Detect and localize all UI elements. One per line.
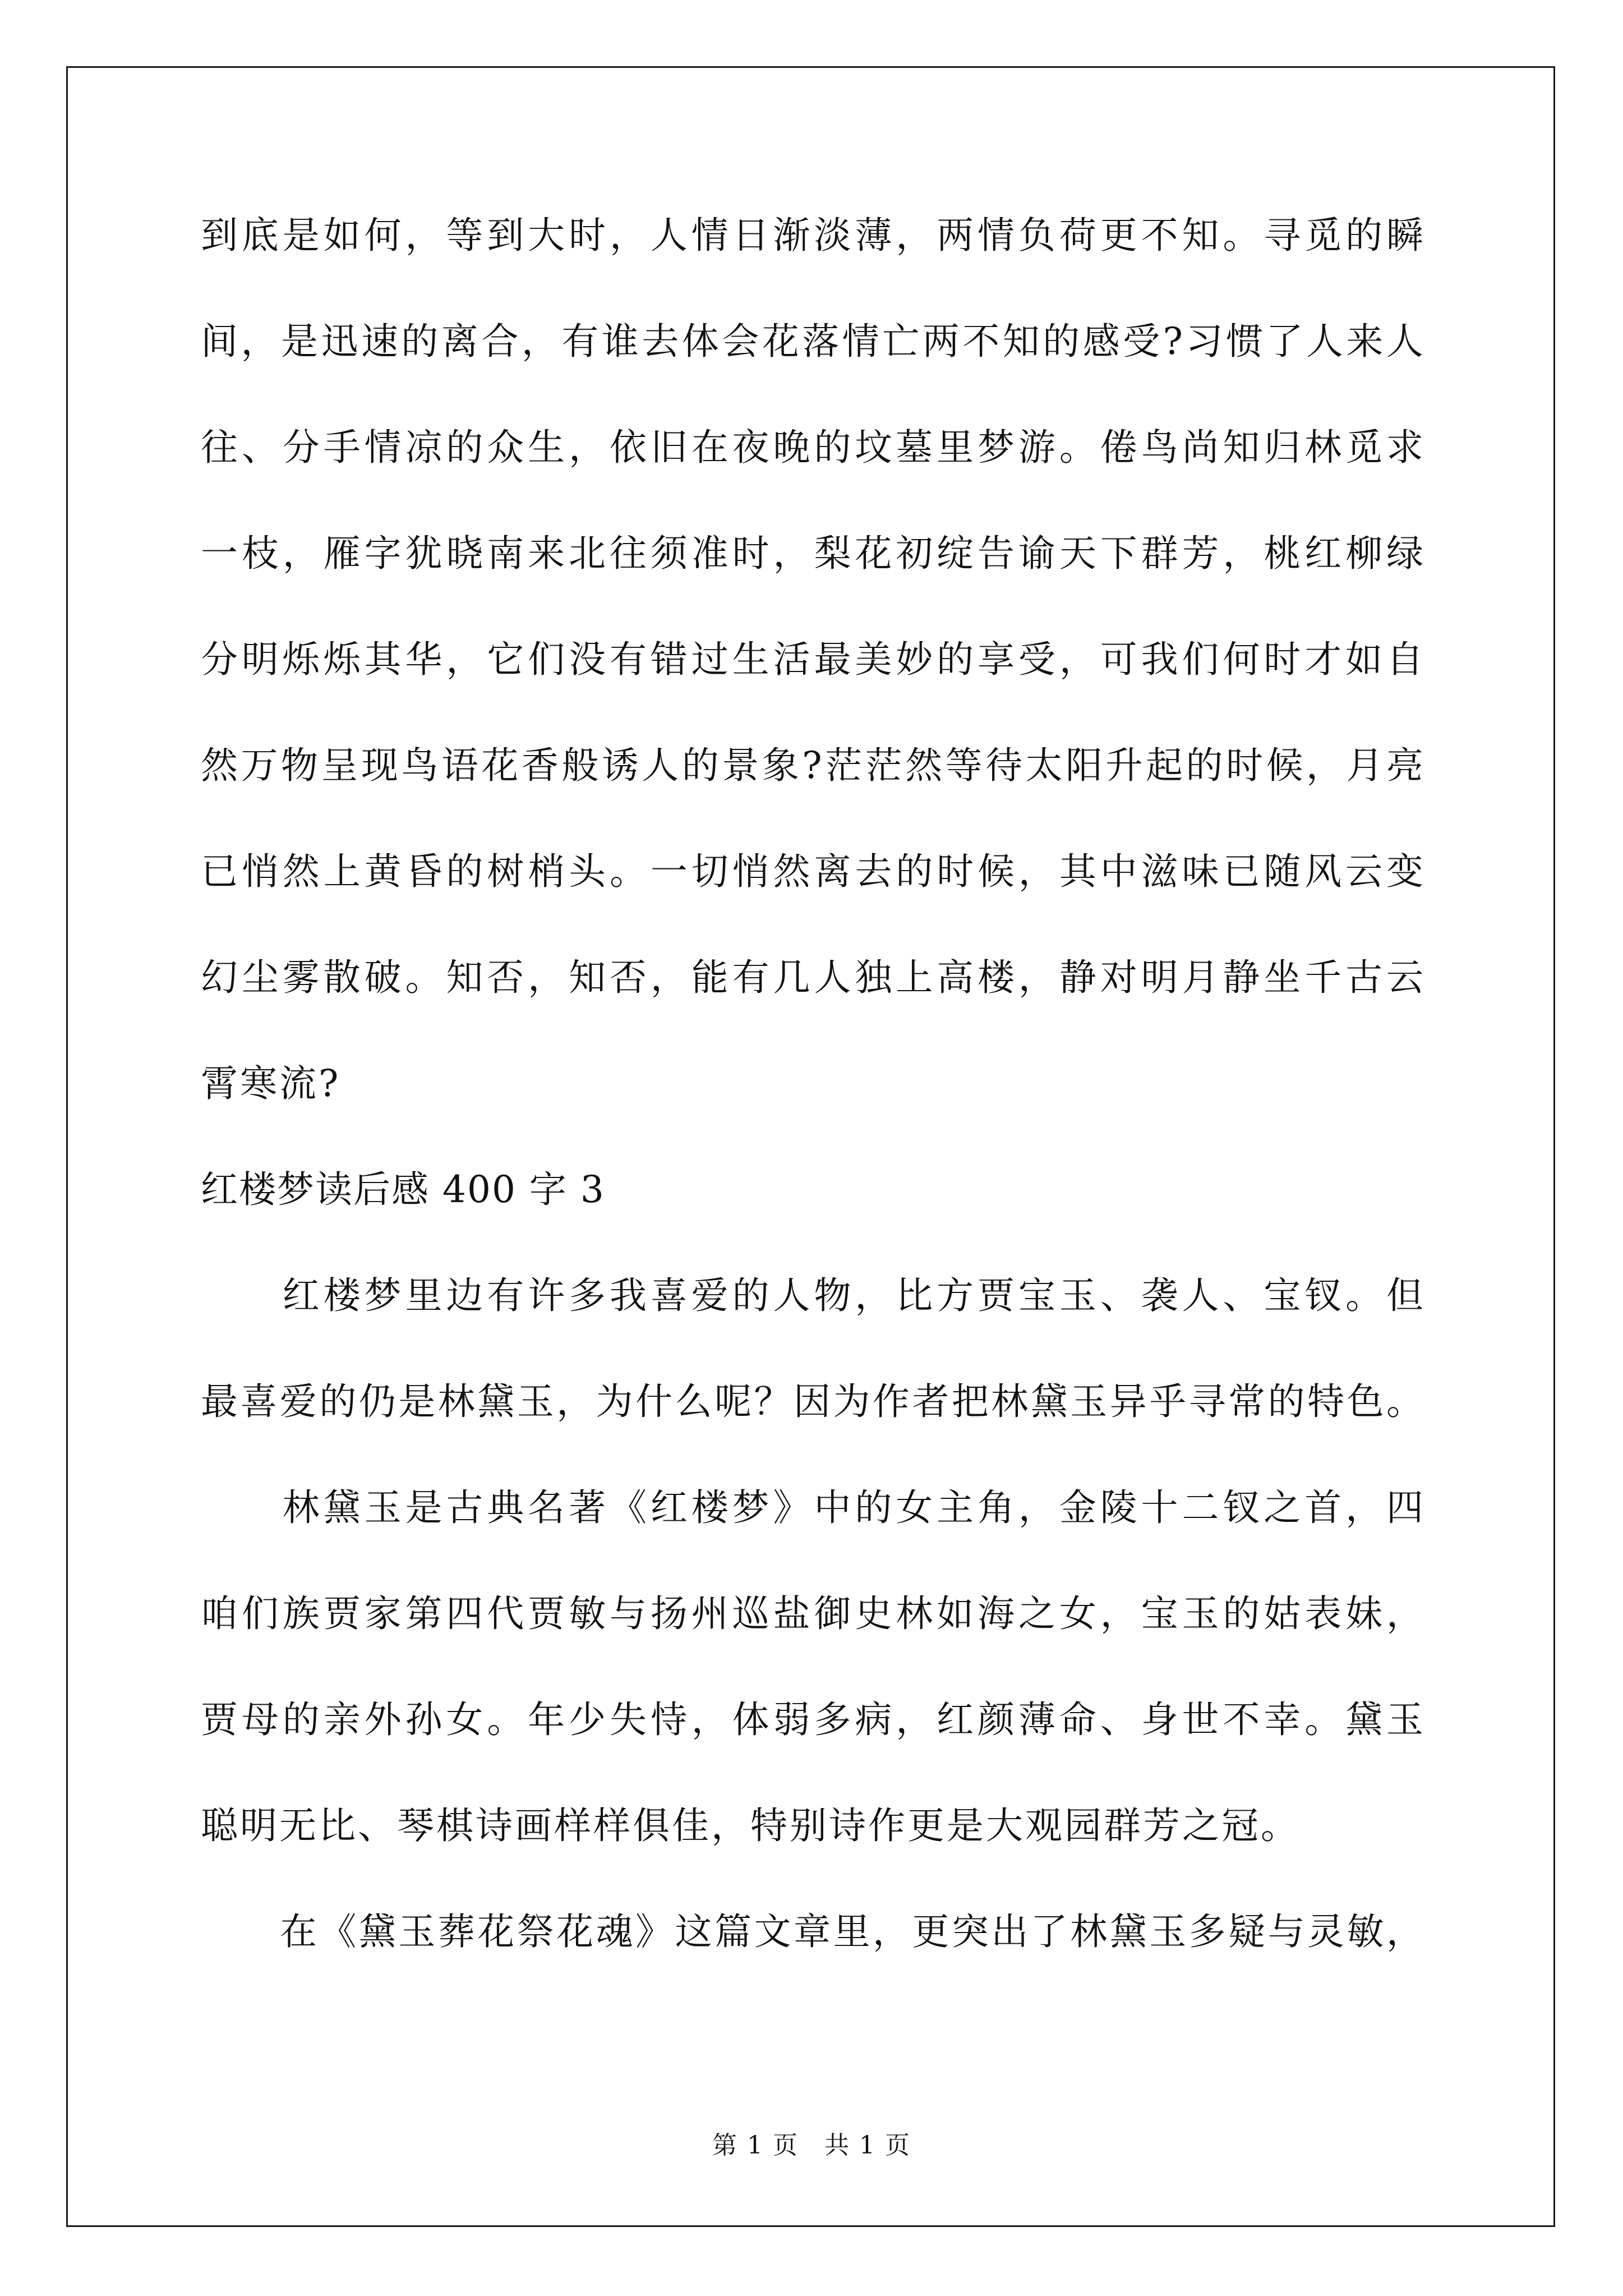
text-line: 一枝，雁字犹晓南来北往须准时，梨花初绽告谕天下群芳，桃红柳绿 xyxy=(201,532,1423,575)
text-line: 最喜爱的仍是林黛玉，为什么呢？因为作者把林黛玉异乎寻常的特色。 xyxy=(201,1380,1423,1423)
text-line: 林黛玉是古典名著《红楼梦》中的女主角，金陵十二钗之首，四 xyxy=(201,1486,1423,1529)
text-line: 咱们族贾家第四代贾敏与扬州巡盐御史林如海之女，宝玉的姑表妹， xyxy=(201,1592,1423,1635)
text-line: 分明烁烁其华，它们没有错过生活最美妙的享受，可我们何时才如自 xyxy=(201,638,1423,681)
text-line: 然万物呈现鸟语花香般诱人的景象?茫茫然等待太阳升起的时候，月亮 xyxy=(201,744,1423,787)
text-line: 在《黛玉葬花祭花魂》这篇文章里，更突出了林黛玉多疑与灵敏， xyxy=(201,1910,1423,1953)
text-line: 间，是迅速的离合，有谁去体会花落情亡两不知的感受?习惯了人来人 xyxy=(201,320,1423,363)
page-number-footer: 第 1 页 共 1 页 xyxy=(712,2131,911,2160)
text-line: 往、分手情凉的众生，依旧在夜晚的坟墓里梦游。倦鸟尚知归林觅求 xyxy=(201,426,1423,469)
text-line: 幻尘雾散破。知否，知否，能有几人独上高楼，静对明月静坐千古云 xyxy=(201,956,1423,999)
text-line: 聪明无比、琴棋诗画样样俱佳，特别诗作更是大观园群芳之冠。 xyxy=(201,1804,1300,1847)
text-line: 红楼梦里边有许多我喜爱的人物，比方贾宝玉、袭人、宝钗。但 xyxy=(201,1274,1423,1317)
section-heading: 红楼梦读后感 400 字 3 xyxy=(201,1168,605,1211)
page-border xyxy=(66,66,1555,2227)
text-line: 到底是如何，等到大时，人情日渐淡薄，两情负荷更不知。寻觅的瞬 xyxy=(201,214,1423,257)
text-line: 贾母的亲外孙女。年少失恃，体弱多病，红颜薄命、身世不幸。黛玉 xyxy=(201,1698,1423,1741)
text-line: 已悄然上黄昏的树梢头。一切悄然离去的时候，其中滋味已随风云变 xyxy=(201,850,1423,893)
text-line: 霄寒流? xyxy=(201,1062,341,1105)
